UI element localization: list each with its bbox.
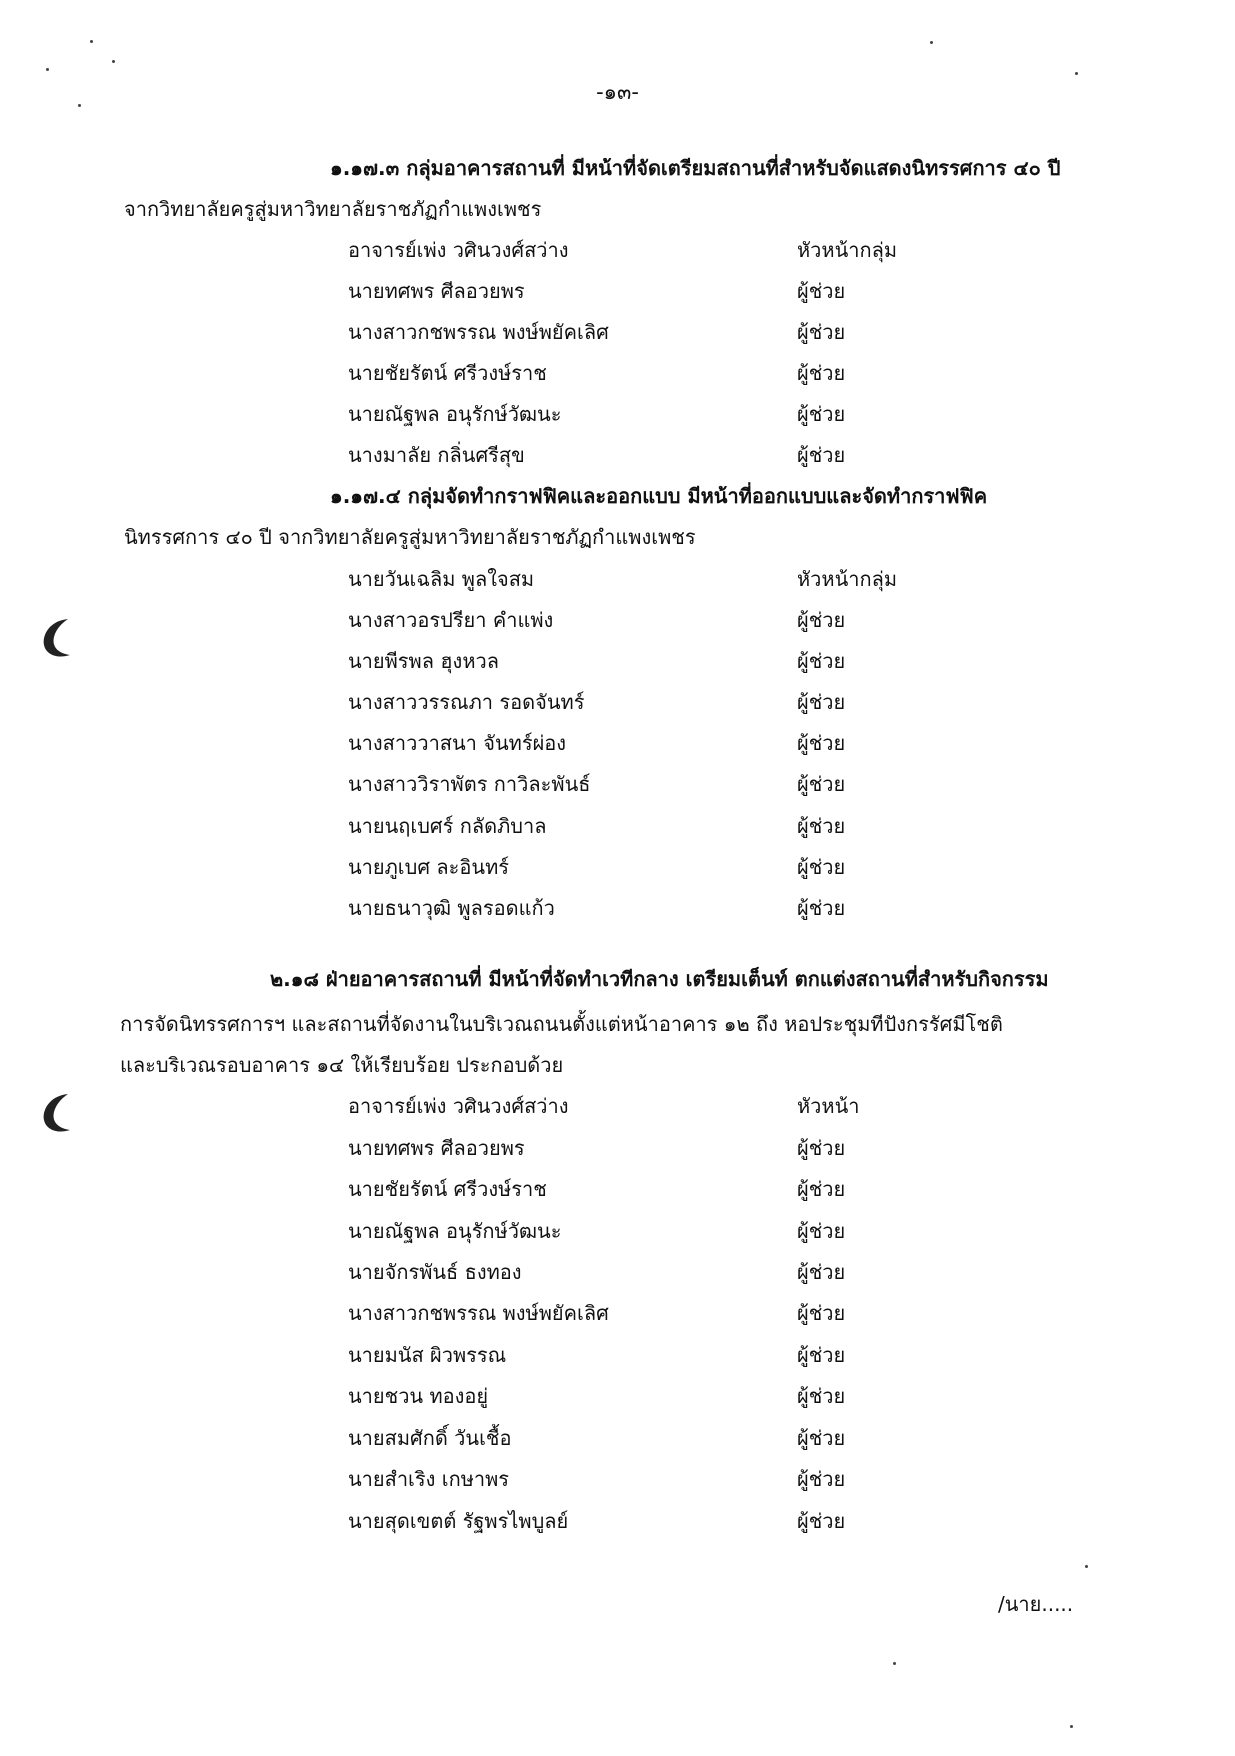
member-role: ผู้ช่วย bbox=[797, 1384, 846, 1408]
member-role: ผู้ช่วย bbox=[797, 402, 846, 426]
member-row bbox=[0, 1173, 1235, 1213]
member-role: ผู้ช่วย bbox=[797, 1177, 846, 1201]
member-row bbox=[0, 398, 1235, 438]
member-name: นายสมศักดิ์ วันเชื้อ bbox=[348, 1426, 512, 1450]
section-heading-continued: จากวิทยาลัยครูสู่มหาวิทยาลัยราชภัฏกำแพงเพชร bbox=[124, 197, 542, 221]
member-row bbox=[0, 563, 1235, 603]
member-row bbox=[0, 645, 1235, 685]
member-row bbox=[0, 851, 1235, 891]
member-role: หัวหน้ากลุ่ม bbox=[797, 238, 898, 262]
continuation-marker: /นาย..... bbox=[998, 1592, 1074, 1616]
member-name: นายทศพร ศีลอวยพร bbox=[348, 279, 525, 303]
member-role: ผู้ช่วย bbox=[797, 1509, 846, 1533]
member-row bbox=[0, 1297, 1235, 1337]
member-name: นายภูเบศ ละอินทร์ bbox=[348, 855, 509, 879]
member-name: นายจักรพันธ์ ธงทอง bbox=[348, 1260, 522, 1284]
member-name: นางสาวกชพรรณ พงษ์พยัคเลิศ bbox=[348, 320, 609, 344]
scan-speck bbox=[90, 40, 93, 43]
member-row bbox=[0, 604, 1235, 644]
member-role: ผู้ช่วย bbox=[797, 279, 846, 303]
member-role: ผู้ช่วย bbox=[797, 1260, 846, 1284]
section-heading-continued: การจัดนิทรรศการฯ และสถานที่จัดงานในบริเวณถนนตั้งแต่หน้าอาคาร ๑๒ ถึง หอประชุมทีปังกรรัศมีโชติ bbox=[120, 1012, 1003, 1036]
member-row bbox=[0, 316, 1235, 356]
member-row bbox=[0, 727, 1235, 767]
scan-speck bbox=[1085, 1565, 1088, 1568]
member-row bbox=[0, 439, 1235, 479]
member-row bbox=[0, 1215, 1235, 1255]
member-name: นายมนัส ผิวพรรณ bbox=[348, 1343, 507, 1367]
scan-speck bbox=[1070, 1725, 1073, 1728]
member-role: ผู้ช่วย bbox=[797, 855, 846, 879]
section-heading-continued: นิทรรศการ ๔๐ ปี จากวิทยาลัยครูสู่มหาวิทยาลัยราชภัฏกำแพงเพชร bbox=[124, 525, 696, 549]
member-name: อาจารย์เพ่ง วศินวงศ์สว่าง bbox=[348, 238, 569, 262]
member-row bbox=[0, 234, 1235, 274]
member-name: นายสุดเขตต์ รัฐพรไพบูลย์ bbox=[348, 1509, 569, 1533]
member-name: นายทศพร ศีลอวยพร bbox=[348, 1136, 525, 1160]
member-name: นายณัฐพล อนุรักษ์วัฒนะ bbox=[348, 402, 562, 426]
member-name: นางสาวอรปรียา คำแพ่ง bbox=[348, 608, 554, 632]
section-heading-continued: และบริเวณรอบอาคาร ๑๔ ให้เรียบร้อย ประกอบด้วย bbox=[120, 1053, 564, 1077]
member-row bbox=[0, 1339, 1235, 1379]
member-role: ผู้ช่วย bbox=[797, 1301, 846, 1325]
member-role: ผู้ช่วย bbox=[797, 772, 846, 796]
member-name: นายณัฐพล อนุรักษ์วัฒนะ bbox=[348, 1219, 562, 1243]
member-row bbox=[0, 357, 1235, 397]
member-name: นางสาววาสนา จันทร์ผ่อง bbox=[348, 731, 567, 755]
member-role: ผู้ช่วย bbox=[797, 1136, 846, 1160]
member-name: นายวันเฉลิม พูลใจสม bbox=[348, 567, 535, 591]
member-role: หัวหน้า bbox=[797, 1094, 860, 1118]
member-name: นางมาลัย กลิ่นศรีสุข bbox=[348, 443, 525, 467]
member-role: ผู้ช่วย bbox=[797, 1219, 846, 1243]
scan-speck bbox=[78, 104, 81, 107]
scan-speck bbox=[112, 60, 115, 63]
section-heading: ๑.๑๗.๔ กลุ่มจัดทำกราฟฟิคและออกแบบ มีหน้าที่ออกแบบและจัดทำกราฟฟิค bbox=[330, 484, 988, 508]
section-heading: ๑.๑๗.๓ กลุ่มอาคารสถานที่ มีหน้าที่จัดเตรียมสถานที่สำหรับจัดแสดงนิทรรศการ ๔๐ ปี bbox=[330, 156, 1061, 180]
member-role: ผู้ช่วย bbox=[797, 731, 846, 755]
member-row bbox=[0, 1132, 1235, 1172]
scan-speck bbox=[46, 68, 49, 71]
scan-speck bbox=[893, 1662, 896, 1665]
member-role: ผู้ช่วย bbox=[797, 896, 846, 920]
member-row bbox=[0, 768, 1235, 808]
member-name: นางสาวกชพรรณ พงษ์พยัคเลิศ bbox=[348, 1301, 609, 1325]
page-number: -๑๓- bbox=[596, 80, 639, 104]
member-role: ผู้ช่วย bbox=[797, 320, 846, 344]
member-role: ผู้ช่วย bbox=[797, 361, 846, 385]
member-row bbox=[0, 1422, 1235, 1462]
member-name: นายธนาวุฒิ พูลรอดแก้ว bbox=[348, 896, 555, 920]
member-role: ผู้ช่วย bbox=[797, 1426, 846, 1450]
member-role: ผู้ช่วย bbox=[797, 1467, 846, 1491]
punch-hole-mark bbox=[38, 615, 74, 661]
member-row bbox=[0, 1256, 1235, 1296]
member-row bbox=[0, 275, 1235, 315]
member-name: นายนฤเบศร์ กลัดภิบาล bbox=[348, 814, 547, 838]
member-role: ผู้ช่วย bbox=[797, 814, 846, 838]
member-name: นายชวน ทองอยู่ bbox=[348, 1384, 489, 1408]
member-name: นายชัยรัตน์ ศรีวงษ์ราช bbox=[348, 1177, 547, 1201]
member-role: ผู้ช่วย bbox=[797, 443, 846, 467]
member-role: หัวหน้ากลุ่ม bbox=[797, 567, 898, 591]
member-name: อาจารย์เพ่ง วศินวงศ์สว่าง bbox=[348, 1094, 569, 1118]
member-row bbox=[0, 1463, 1235, 1503]
member-role: ผู้ช่วย bbox=[797, 649, 846, 673]
scan-speck bbox=[930, 41, 933, 44]
member-role: ผู้ช่วย bbox=[797, 1343, 846, 1367]
member-row bbox=[0, 810, 1235, 850]
member-name: นางสาววิราพัตร กาวิละพันธ์ bbox=[348, 772, 591, 796]
member-row bbox=[0, 1505, 1235, 1545]
member-row bbox=[0, 892, 1235, 932]
member-name: นายพีรพล ฮุงหวล bbox=[348, 649, 499, 673]
member-name: นายชัยรัตน์ ศรีวงษ์ราช bbox=[348, 361, 547, 385]
member-role: ผู้ช่วย bbox=[797, 608, 846, 632]
member-role: ผู้ช่วย bbox=[797, 690, 846, 714]
member-row bbox=[0, 1380, 1235, 1420]
member-name: นางสาววรรณภา รอดจันทร์ bbox=[348, 690, 585, 714]
member-row bbox=[0, 1090, 1235, 1130]
scan-speck bbox=[1075, 72, 1078, 75]
punch-hole-mark bbox=[38, 1090, 74, 1136]
member-name: นายสำเริง เกษาพร bbox=[348, 1467, 510, 1491]
member-row bbox=[0, 686, 1235, 726]
section-heading: ๒.๑๘ ฝ่ายอาคารสถานที่ มีหน้าที่จัดทำเวทีกลาง เตรียมเต็นท์ ตกแต่งสถานที่สำหรับกิจกรรม bbox=[270, 967, 1049, 991]
